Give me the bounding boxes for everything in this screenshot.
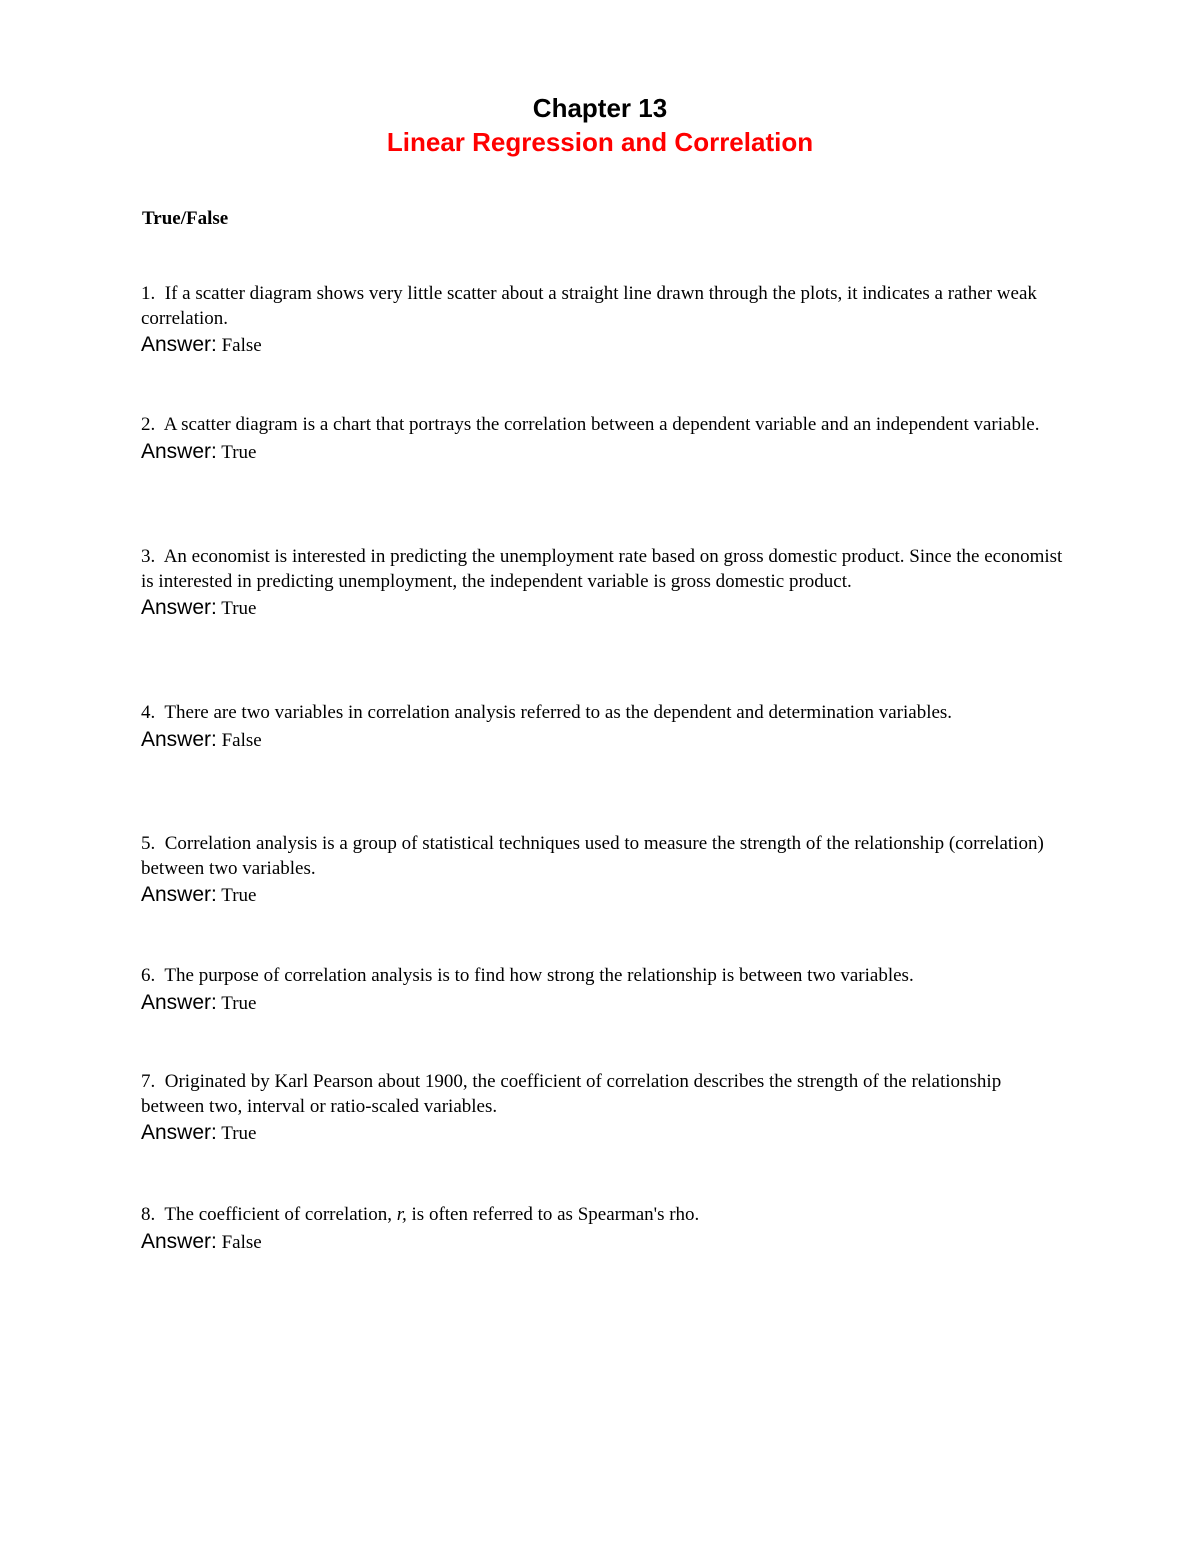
question-body: If a scatter diagram shows very little scatter about a straight line drawn through the plots, it indicates a rather weak correlation.: [141, 283, 1037, 329]
answer-label: Answer:: [141, 1121, 217, 1144]
question-body: A scatter diagram is a chart that portrays the correlation between a dependent variable and an independent variable.: [163, 414, 1040, 435]
answer-value: False: [221, 729, 262, 751]
question-text: [141, 282, 1066, 331]
question-1: [141, 282, 1066, 359]
question-text: [141, 1203, 1066, 1228]
question-2: [141, 413, 1066, 466]
answer-label: Answer:: [141, 333, 217, 356]
answer-line: [141, 438, 1066, 466]
question-body: Originated by Karl Pearson about 1900, the coefficient of correlation describes the strength of the relationship between two, interval or ratio-scaled variables.: [141, 1071, 1002, 1117]
question-4: [141, 701, 1066, 754]
question-body-after: is often referred to as Spearman's rho.: [411, 1204, 700, 1225]
answer-value: True: [221, 441, 257, 463]
answer-line: [141, 1119, 1066, 1147]
answer-label: Answer:: [141, 439, 217, 463]
question-number: 1.: [141, 283, 156, 304]
question-text: [141, 545, 1066, 594]
variable-r: r,: [396, 1204, 407, 1225]
answer-label: Answer:: [141, 1229, 217, 1253]
answer-value: False: [221, 1231, 262, 1253]
answer-value: True: [221, 885, 257, 906]
answer-label: Answer:: [141, 990, 217, 1014]
question-number: 8.: [141, 1204, 156, 1225]
answer-line: [141, 1228, 1066, 1256]
question-7: [141, 1070, 1066, 1147]
question-8: [141, 1203, 1066, 1256]
question-body: Correlation analysis is a group of statistical techniques used to measure the strength of the relationship (correlation) between two variables.: [141, 833, 1044, 879]
chapter-title: Linear Regression and Correlation: [386, 127, 814, 157]
chapter-heading: Chapter 13: [532, 93, 668, 123]
question-number: 3.: [141, 546, 156, 567]
question-body: The purpose of correlation analysis is to find how strong the relationship is between two variables.: [164, 965, 914, 986]
answer-line: [141, 594, 1066, 622]
question-number: 5.: [141, 833, 156, 854]
question-text: [141, 964, 1066, 989]
answer-value: True: [221, 598, 257, 619]
answer-label: Answer:: [141, 883, 217, 906]
answer-line: [141, 881, 1066, 909]
question-number: 6.: [141, 965, 156, 986]
question-body: There are two variables in correlation analysis referred to as the dependent and determination variables.: [164, 702, 953, 723]
answer-label: Answer:: [141, 727, 217, 751]
section-heading: True/False: [142, 208, 229, 229]
answer-label: Answer:: [141, 596, 217, 619]
question-text: [141, 832, 1066, 881]
question-6: [141, 964, 1066, 1017]
answer-line: [141, 331, 1066, 359]
answer-line: [141, 726, 1066, 754]
answer-value: False: [221, 335, 262, 356]
question-text: [141, 1070, 1066, 1119]
question-5: [141, 832, 1066, 909]
question-body-before: The coefficient of correlation,: [164, 1204, 392, 1225]
answer-value: True: [221, 992, 257, 1014]
question-text: [141, 413, 1066, 438]
answer-line: [141, 989, 1066, 1017]
question-body: An economist is interested in predicting the unemployment rate based on gross domestic product. Since the economist is interested in predicting unemployment, the independent variable is gross domestic product.: [141, 546, 1063, 592]
question-3: [141, 545, 1066, 622]
answer-value: True: [221, 1123, 257, 1144]
question-text: [141, 701, 1066, 726]
question-number: 4.: [141, 702, 156, 723]
question-number: 7.: [141, 1071, 156, 1092]
question-number: 2.: [141, 414, 156, 435]
